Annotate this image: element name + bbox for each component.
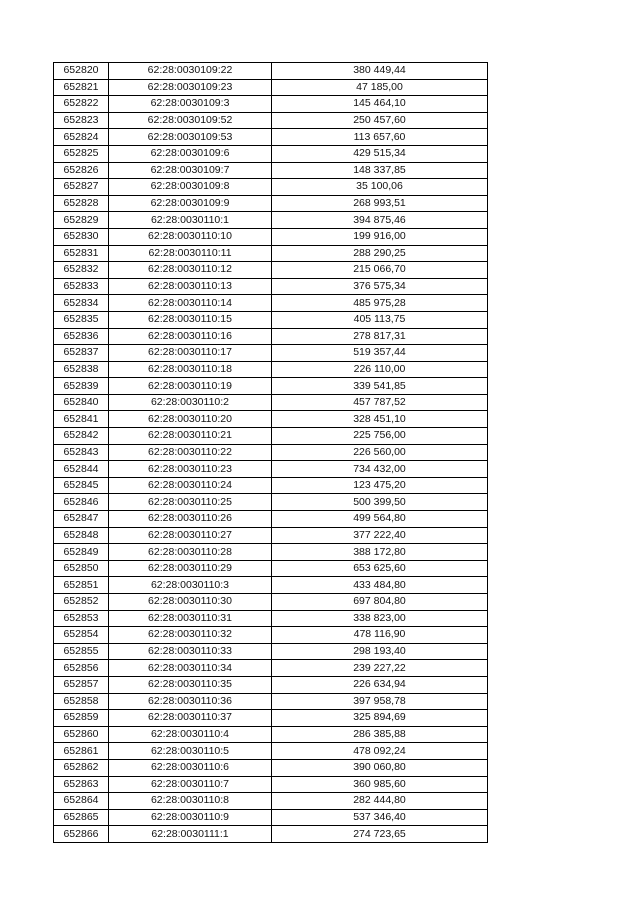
value-cell: 47 185,00: [272, 79, 488, 96]
row-number-cell: 652837: [54, 345, 109, 362]
table-row: [54, 527, 488, 544]
row-number-cell: 652836: [54, 328, 109, 345]
row-number-cell: 652865: [54, 809, 109, 826]
table-row: [54, 693, 488, 710]
table-row: [54, 311, 488, 328]
table-row: [54, 278, 488, 295]
table-row: [54, 345, 488, 362]
table-row: [54, 394, 488, 411]
table-row: [54, 444, 488, 461]
table-row: [54, 328, 488, 345]
value-cell: 457 787,52: [272, 394, 488, 411]
row-number-cell: 652846: [54, 494, 109, 511]
cadastral-number-cell: 62:28:0030110:29: [109, 560, 272, 577]
value-cell: 734 432,00: [272, 461, 488, 478]
cadastral-number-cell: 62:28:0030110:31: [109, 610, 272, 627]
row-number-cell: 652856: [54, 660, 109, 677]
row-number-cell: 652844: [54, 461, 109, 478]
table-row: [54, 195, 488, 212]
row-number-cell: 652849: [54, 544, 109, 561]
value-cell: 328 451,10: [272, 411, 488, 428]
table-row: [54, 361, 488, 378]
table-row: [54, 228, 488, 245]
value-cell: 478 116,90: [272, 627, 488, 644]
table-row: [54, 511, 488, 528]
cadastral-number-cell: 62:28:0030110:27: [109, 527, 272, 544]
value-cell: 123 475,20: [272, 477, 488, 494]
value-cell: 325 894,69: [272, 710, 488, 727]
value-cell: 429 515,34: [272, 145, 488, 162]
value-cell: 653 625,60: [272, 560, 488, 577]
cadastral-number-cell: 62:28:0030109:22: [109, 63, 272, 80]
cadastral-number-cell: 62:28:0030110:16: [109, 328, 272, 345]
row-number-cell: 652845: [54, 477, 109, 494]
value-cell: 226 110,00: [272, 361, 488, 378]
table-row: [54, 660, 488, 677]
table-row: [54, 676, 488, 693]
value-cell: 225 756,00: [272, 428, 488, 445]
row-number-cell: 652835: [54, 311, 109, 328]
row-number-cell: 652855: [54, 643, 109, 660]
row-number-cell: 652821: [54, 79, 109, 96]
value-cell: 390 060,80: [272, 759, 488, 776]
value-cell: 199 916,00: [272, 228, 488, 245]
row-number-cell: 652838: [54, 361, 109, 378]
cadastral-number-cell: 62:28:0030110:3: [109, 577, 272, 594]
row-number-cell: 652840: [54, 394, 109, 411]
table-row: [54, 776, 488, 793]
row-number-cell: 652828: [54, 195, 109, 212]
cadastral-number-cell: 62:28:0030110:28: [109, 544, 272, 561]
cadastral-number-cell: 62:28:0030110:19: [109, 378, 272, 395]
cadastral-number-cell: 62:28:0030109:6: [109, 145, 272, 162]
cadastral-number-cell: 62:28:0030110:11: [109, 245, 272, 262]
table-row: [54, 809, 488, 826]
row-number-cell: 652831: [54, 245, 109, 262]
cadastral-number-cell: 62:28:0030110:32: [109, 627, 272, 644]
value-cell: 478 092,24: [272, 743, 488, 760]
table-row: [54, 594, 488, 611]
row-number-cell: 652843: [54, 444, 109, 461]
row-number-cell: 652827: [54, 179, 109, 196]
cadastral-number-cell: 62:28:0030110:33: [109, 643, 272, 660]
cadastral-number-cell: 62:28:0030110:22: [109, 444, 272, 461]
cadastral-number-cell: 62:28:0030110:1: [109, 212, 272, 229]
table-row: [54, 112, 488, 129]
cadastral-number-cell: 62:28:0030110:37: [109, 710, 272, 727]
value-cell: 145 464,10: [272, 96, 488, 113]
table-row: [54, 96, 488, 113]
table-row: [54, 162, 488, 179]
row-number-cell: 652841: [54, 411, 109, 428]
table-row: [54, 643, 488, 660]
table-row: [54, 826, 488, 843]
value-cell: 537 346,40: [272, 809, 488, 826]
row-number-cell: 652853: [54, 610, 109, 627]
table-row: [54, 494, 488, 511]
cadastral-number-cell: 62:28:0030110:25: [109, 494, 272, 511]
table-row: [54, 627, 488, 644]
value-cell: 215 066,70: [272, 262, 488, 279]
row-number-cell: 652833: [54, 278, 109, 295]
value-cell: 500 399,50: [272, 494, 488, 511]
cadastral-number-cell: 62:28:0030110:6: [109, 759, 272, 776]
table-row: [54, 710, 488, 727]
table-row: [54, 577, 488, 594]
table-row: [54, 759, 488, 776]
row-number-cell: 652848: [54, 527, 109, 544]
row-number-cell: 652822: [54, 96, 109, 113]
cadastral-number-cell: 62:28:0030109:52: [109, 112, 272, 129]
row-number-cell: 652829: [54, 212, 109, 229]
spreadsheet-page: [53, 62, 488, 843]
table-row: [54, 461, 488, 478]
row-number-cell: 652834: [54, 295, 109, 312]
row-number-cell: 652824: [54, 129, 109, 146]
value-cell: 388 172,80: [272, 544, 488, 561]
table-row: [54, 477, 488, 494]
cadastral-number-cell: 62:28:0030110:13: [109, 278, 272, 295]
cadastral-number-cell: 62:28:0030110:21: [109, 428, 272, 445]
value-cell: 376 575,34: [272, 278, 488, 295]
table-row: [54, 610, 488, 627]
cadastral-number-cell: 62:28:0030110:34: [109, 660, 272, 677]
table-row: [54, 262, 488, 279]
value-cell: 148 337,85: [272, 162, 488, 179]
row-number-cell: 652861: [54, 743, 109, 760]
row-number-cell: 652832: [54, 262, 109, 279]
table-row: [54, 245, 488, 262]
table-row: [54, 544, 488, 561]
cadastral-number-cell: 62:28:0030110:36: [109, 693, 272, 710]
value-cell: 274 723,65: [272, 826, 488, 843]
value-cell: 433 484,80: [272, 577, 488, 594]
value-cell: 338 823,00: [272, 610, 488, 627]
cadastral-number-cell: 62:28:0030110:5: [109, 743, 272, 760]
value-cell: 250 457,60: [272, 112, 488, 129]
cadastral-number-cell: 62:28:0030110:10: [109, 228, 272, 245]
table-row: [54, 428, 488, 445]
cadastral-number-cell: 62:28:0030110:17: [109, 345, 272, 362]
value-cell: 360 985,60: [272, 776, 488, 793]
value-cell: 380 449,44: [272, 63, 488, 80]
value-cell: 35 100,06: [272, 179, 488, 196]
cadastral-number-cell: 62:28:0030109:23: [109, 79, 272, 96]
table-row: [54, 145, 488, 162]
cadastral-number-cell: 62:28:0030109:3: [109, 96, 272, 113]
table-row: [54, 179, 488, 196]
cadastral-number-cell: 62:28:0030110:26: [109, 511, 272, 528]
table-row: [54, 743, 488, 760]
cadastral-number-cell: 62:28:0030110:30: [109, 594, 272, 611]
cadastral-value-table: [53, 62, 488, 843]
row-number-cell: 652864: [54, 793, 109, 810]
value-cell: 113 657,60: [272, 129, 488, 146]
row-number-cell: 652860: [54, 726, 109, 743]
value-cell: 485 975,28: [272, 295, 488, 312]
row-number-cell: 652866: [54, 826, 109, 843]
value-cell: 282 444,80: [272, 793, 488, 810]
value-cell: 278 817,31: [272, 328, 488, 345]
table-row: [54, 560, 488, 577]
table-row: [54, 63, 488, 80]
value-cell: 288 290,25: [272, 245, 488, 262]
table-row: [54, 79, 488, 96]
value-cell: 394 875,46: [272, 212, 488, 229]
row-number-cell: 652847: [54, 511, 109, 528]
table-body: [54, 63, 488, 843]
cadastral-number-cell: 62:28:0030110:12: [109, 262, 272, 279]
table-row: [54, 129, 488, 146]
cadastral-number-cell: 62:28:0030110:14: [109, 295, 272, 312]
cadastral-number-cell: 62:28:0030110:20: [109, 411, 272, 428]
value-cell: 226 634,94: [272, 676, 488, 693]
cadastral-number-cell: 62:28:0030110:15: [109, 311, 272, 328]
row-number-cell: 652863: [54, 776, 109, 793]
value-cell: 339 541,85: [272, 378, 488, 395]
value-cell: 268 993,51: [272, 195, 488, 212]
cadastral-number-cell: 62:28:0030110:24: [109, 477, 272, 494]
cadastral-number-cell: 62:28:0030110:23: [109, 461, 272, 478]
table-row: [54, 726, 488, 743]
cadastral-number-cell: 62:28:0030111:1: [109, 826, 272, 843]
row-number-cell: 652859: [54, 710, 109, 727]
value-cell: 499 564,80: [272, 511, 488, 528]
table-row: [54, 378, 488, 395]
cadastral-number-cell: 62:28:0030110:9: [109, 809, 272, 826]
row-number-cell: 652826: [54, 162, 109, 179]
cadastral-number-cell: 62:28:0030110:8: [109, 793, 272, 810]
row-number-cell: 652862: [54, 759, 109, 776]
table-row: [54, 212, 488, 229]
row-number-cell: 652830: [54, 228, 109, 245]
cadastral-number-cell: 62:28:0030109:8: [109, 179, 272, 196]
value-cell: 405 113,75: [272, 311, 488, 328]
row-number-cell: 652858: [54, 693, 109, 710]
value-cell: 286 385,88: [272, 726, 488, 743]
row-number-cell: 652851: [54, 577, 109, 594]
row-number-cell: 652850: [54, 560, 109, 577]
row-number-cell: 652854: [54, 627, 109, 644]
value-cell: 239 227,22: [272, 660, 488, 677]
cadastral-number-cell: 62:28:0030110:4: [109, 726, 272, 743]
value-cell: 377 222,40: [272, 527, 488, 544]
row-number-cell: 652857: [54, 676, 109, 693]
row-number-cell: 652820: [54, 63, 109, 80]
value-cell: 298 193,40: [272, 643, 488, 660]
cadastral-number-cell: 62:28:0030110:2: [109, 394, 272, 411]
table-row: [54, 793, 488, 810]
cadastral-number-cell: 62:28:0030110:35: [109, 676, 272, 693]
row-number-cell: 652852: [54, 594, 109, 611]
cadastral-number-cell: 62:28:0030110:18: [109, 361, 272, 378]
cadastral-number-cell: 62:28:0030109:7: [109, 162, 272, 179]
value-cell: 697 804,80: [272, 594, 488, 611]
value-cell: 397 958,78: [272, 693, 488, 710]
row-number-cell: 652839: [54, 378, 109, 395]
cadastral-number-cell: 62:28:0030109:9: [109, 195, 272, 212]
value-cell: 519 357,44: [272, 345, 488, 362]
value-cell: 226 560,00: [272, 444, 488, 461]
row-number-cell: 652842: [54, 428, 109, 445]
row-number-cell: 652823: [54, 112, 109, 129]
cadastral-number-cell: 62:28:0030109:53: [109, 129, 272, 146]
row-number-cell: 652825: [54, 145, 109, 162]
table-row: [54, 411, 488, 428]
table-row: [54, 295, 488, 312]
cadastral-number-cell: 62:28:0030110:7: [109, 776, 272, 793]
